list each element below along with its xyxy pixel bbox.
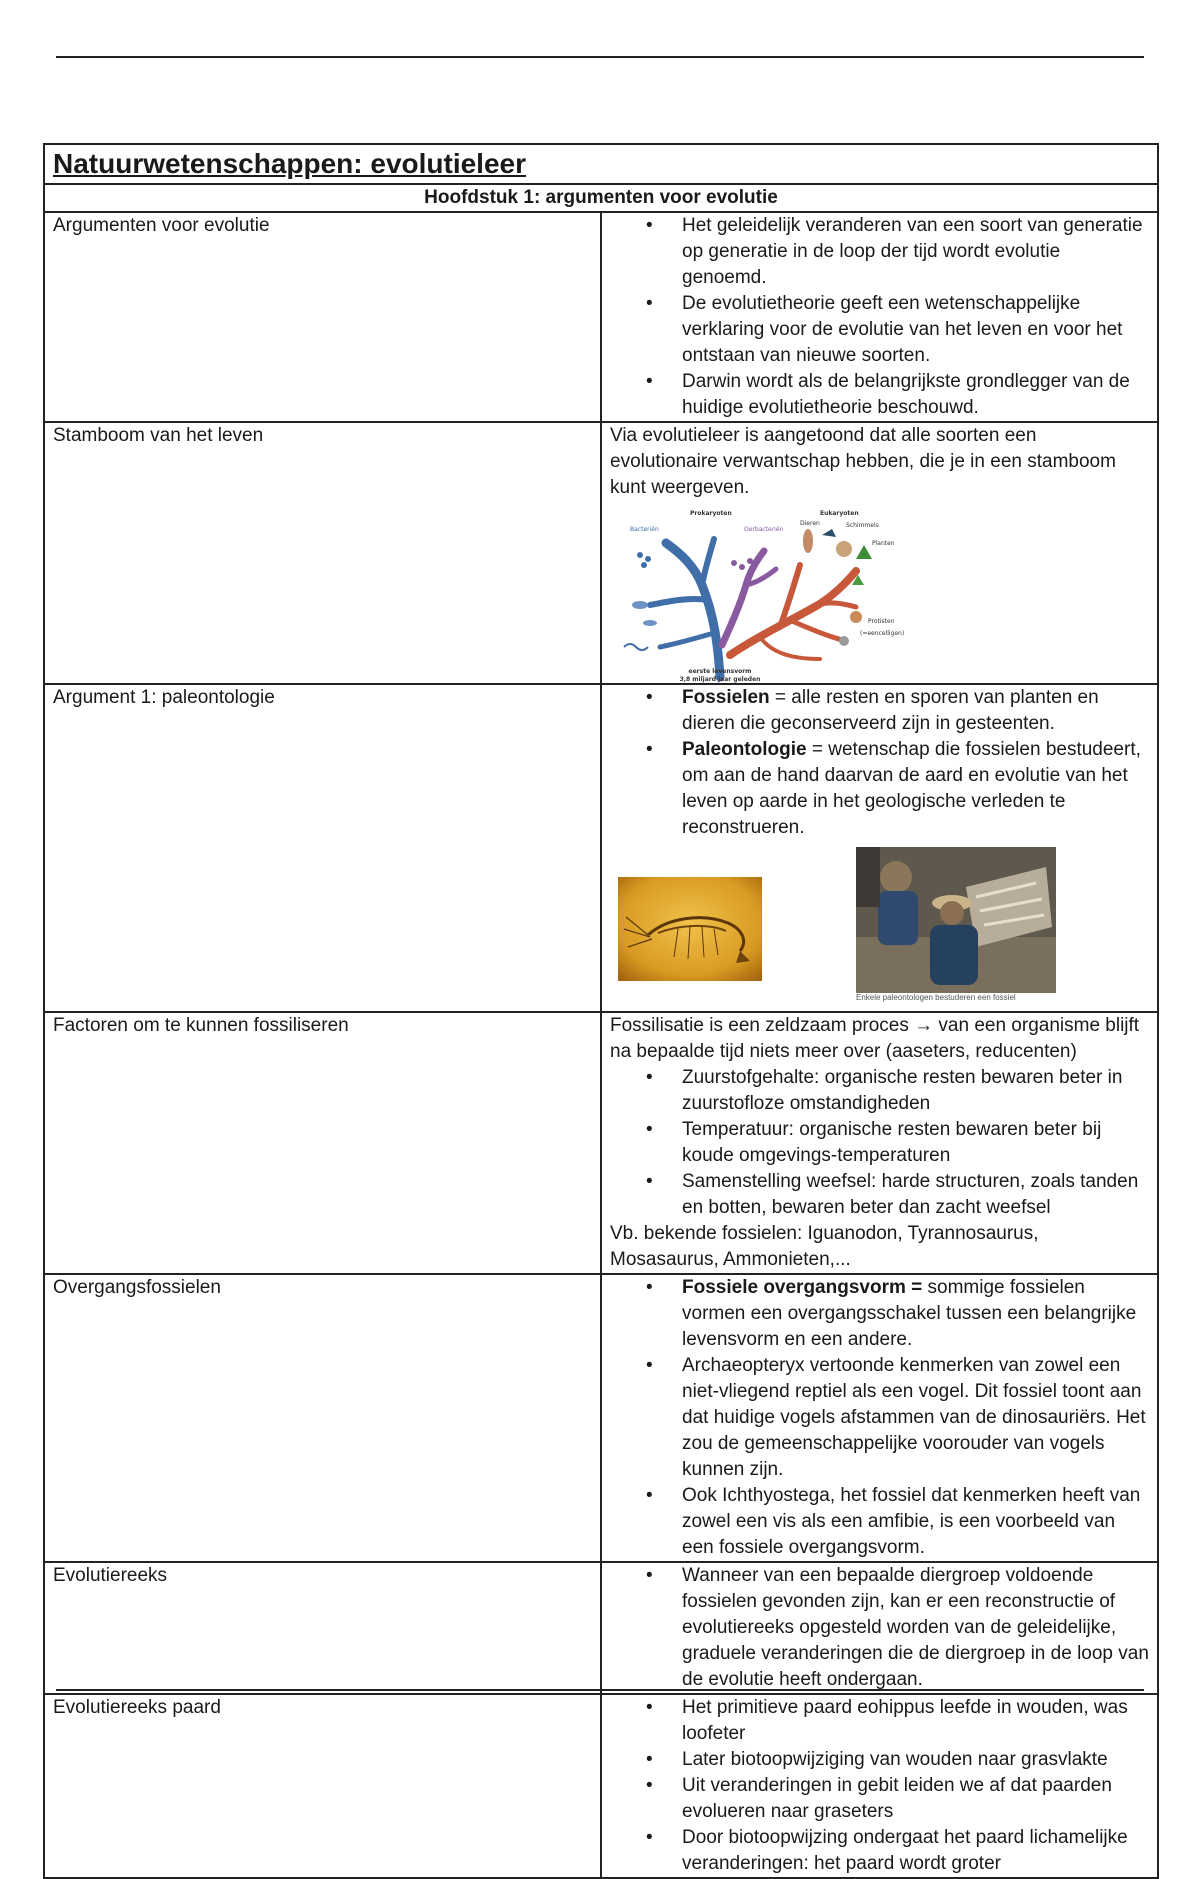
definition: = alle resten en sporen van planten en dieren die geconserveerd zijn in gesteenten.	[682, 687, 1099, 734]
row-label: Stamboom van het leven	[44, 422, 601, 684]
row-content	[601, 1274, 1158, 1562]
bullet-list	[610, 685, 1149, 841]
list-item: • Wanneer van een bepaalde diergroep voldoende fossielen gevonden zijn, kan er een reconstructie of evolutiereeks opgesteld worden van de geleidelijke, graduele veranderingen die de diergroep in de loop van de evolutie heeft ondergaan.	[610, 1563, 1149, 1693]
list-item: • Temperatuur: organische resten bewaren beter bij koude omgevings-temperaturen	[610, 1117, 1149, 1169]
bullet-list	[610, 1065, 1149, 1221]
list-item: • Archaeopteryx vertoonde kenmerken van zowel een niet-vliegend reptiel als een vogel. Dit fossiel toont aan dat huidige vogels afstammen van de dinosauriërs. Het zou de gemeenschappelijke voorouder van vogels kunnen zijn.	[610, 1353, 1149, 1483]
row-text: Fossilisatie is een zeldzaam proces → van een organisme blijft na bepaalde tijd niets meer over (aaseters, reducenten)	[610, 1015, 1140, 1062]
tree-label: 3,8 miljard jaar geleden	[679, 676, 761, 683]
table-row	[44, 1012, 1158, 1274]
term: Fossiele overgangsvorm =	[682, 1277, 923, 1298]
term: Paleontologie	[682, 739, 807, 760]
row-label: Evolutiereeks	[44, 1562, 601, 1694]
list-item: • Later biotoopwijziging van wouden naar grasvlakte	[610, 1747, 1149, 1773]
tree-label: Eukaryoten	[820, 510, 859, 517]
bullet-list	[610, 1563, 1149, 1693]
table-row	[44, 422, 1158, 684]
tree-label: eerste levensvorm	[688, 668, 752, 675]
row-label: Argument 1: paleontologie	[44, 684, 601, 1012]
tree-of-life-diagram	[610, 505, 910, 683]
row-content	[601, 1562, 1158, 1694]
chapter-row	[44, 184, 1158, 212]
tree-label: Dieren	[800, 520, 820, 527]
fossil-images	[610, 841, 1149, 1011]
tree-label: Bacteriën	[630, 526, 659, 533]
definition: = wetenschap die fossielen bestudeert, om aan de hand daarvan de aard en evolutie van het leven op aarde in het geologische verleden te reconstrueren.	[682, 739, 1141, 838]
row-label: Overgangsfossielen	[44, 1274, 601, 1562]
notes-table	[43, 143, 1159, 1879]
tree-label: Planten	[872, 540, 895, 547]
footer-rule	[56, 1689, 1144, 1691]
row-content	[601, 422, 1158, 684]
tree-label: (=eencelligen)	[860, 630, 905, 637]
chapter-heading: Hoofdstuk 1: argumenten voor evolutie	[44, 184, 1158, 212]
row-label: Evolutiereeks paard	[44, 1694, 601, 1878]
title-row	[44, 144, 1158, 184]
list-item: • Darwin wordt als de belangrijkste grondlegger van de huidige evolutietheorie beschouwd.	[610, 369, 1149, 421]
list-item: • De evolutietheorie geeft een wetenschappelijke verklaring voor de evolutie van het leven en voor het ontstaan van nieuwe soorten.	[610, 291, 1149, 369]
list-item: • Zuurstofgehalte: organische resten bewaren beter in zuurstofloze omstandigheden	[610, 1065, 1149, 1117]
photo-caption: Enkele paleontologen bestuderen een fossiel	[856, 993, 1016, 1002]
list-item: • Samenstelling weefsel: harde structuren, zoals tanden en botten, bewaren beter dan zacht weefsel	[610, 1169, 1149, 1221]
list-item: • Door biotoopwijzing ondergaat het paard lichamelijke veranderingen: het paard wordt groter	[610, 1825, 1149, 1877]
table-row	[44, 1694, 1158, 1878]
tree-label: Prokaryoten	[690, 510, 732, 517]
header-rule	[56, 56, 1144, 58]
row-content	[601, 684, 1158, 1012]
tree-label: Schimmels	[846, 522, 879, 529]
shrimp-fossil-image	[618, 877, 762, 981]
row-text: Vb. bekende fossielen: Iguanodon, Tyrannosaurus, Mosasaurus, Ammonieten,...	[610, 1223, 1039, 1270]
list-item: • Uit veranderingen in gebit leiden we af dat paarden evolueren naar graseters	[610, 1773, 1149, 1825]
table-row	[44, 1562, 1158, 1694]
document-title: Natuurwetenschappen: evolutieleer	[44, 144, 1158, 184]
row-label: Argumenten voor evolutie	[44, 212, 601, 422]
list-item: • Ook Ichthyostega, het fossiel dat kenmerken heeft van zowel een vis als een amfibie, is een voorbeeld van een fossiele overgangsvorm.	[610, 1483, 1149, 1561]
row-content	[601, 1694, 1158, 1878]
list-item	[610, 737, 1149, 841]
bullet-list	[610, 1275, 1149, 1561]
paleontologists-photo	[856, 847, 1056, 993]
definition: sommige fossielen vormen een overgangsschakel tussen een belangrijke levensvorm en een andere.	[682, 1277, 1137, 1350]
row-text: Via evolutieleer is aangetoond dat alle soorten een evolutionaire verwantschap hebben, die je in een stamboom kunt weergeven.	[610, 425, 1116, 498]
tree-label: Protisten	[868, 618, 895, 625]
row-content	[601, 1012, 1158, 1274]
table-row	[44, 212, 1158, 422]
tree-label: Oerbacteriën	[744, 526, 784, 533]
list-item: • Het primitieve paard eohippus leefde in wouden, was loofeter	[610, 1695, 1149, 1747]
table-row	[44, 1274, 1158, 1562]
bullet-list	[610, 213, 1149, 421]
row-label: Factoren om te kunnen fossiliseren	[44, 1012, 601, 1274]
bullet-list	[610, 1695, 1149, 1877]
row-content	[601, 212, 1158, 422]
list-item	[610, 1275, 1149, 1353]
list-item	[610, 685, 1149, 737]
term: Fossielen	[682, 687, 770, 708]
list-item: • Het geleidelijk veranderen van een soort van generatie op generatie in de loop der tijd wordt evolutie genoemd.	[610, 213, 1149, 291]
table-row	[44, 684, 1158, 1012]
